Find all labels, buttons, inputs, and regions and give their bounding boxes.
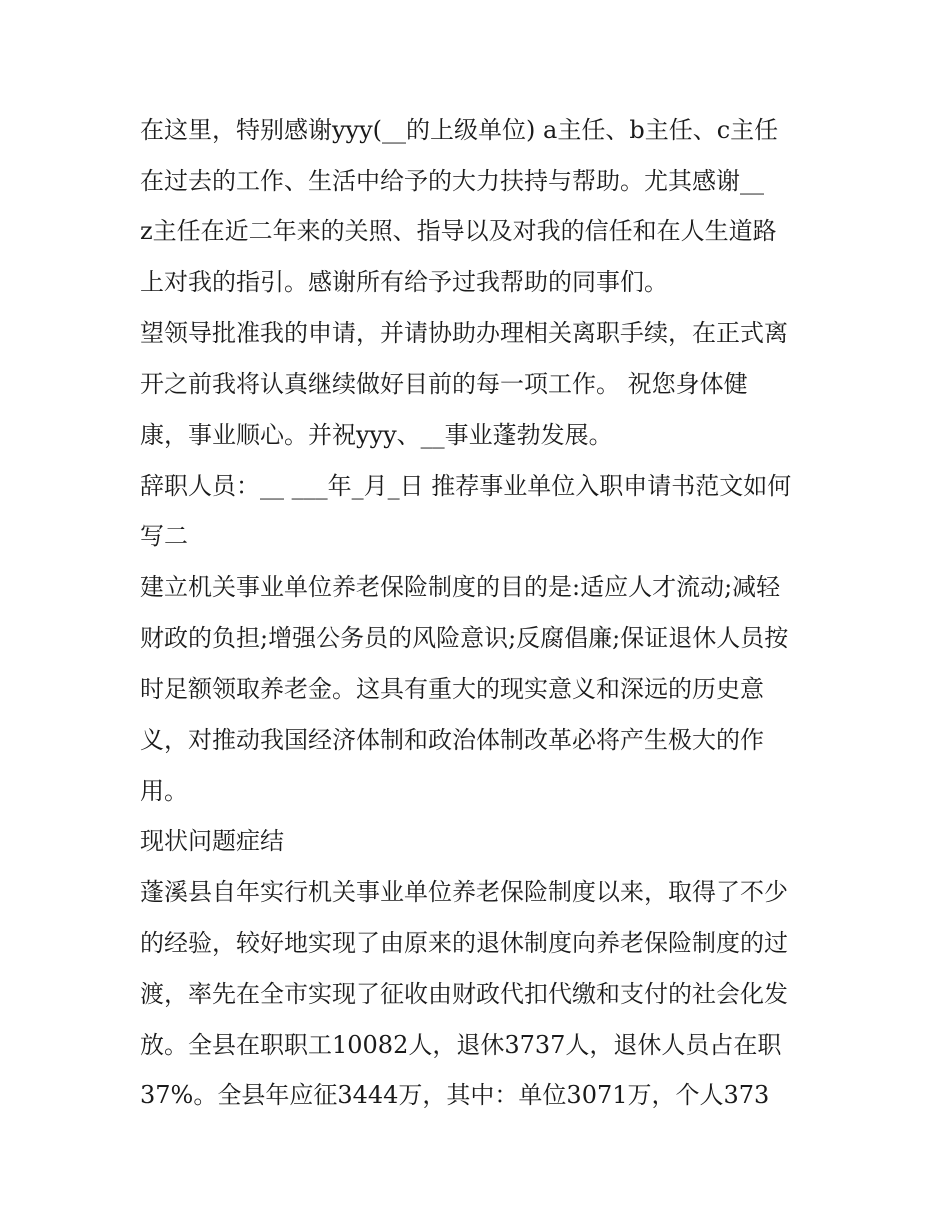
text-line: 放。全县在职职工10082人，退休3737人，退休人员占在职 [140,1031,782,1059]
text-line: 上对我的指引。感谢所有给予过我帮助的同事们。 [140,268,668,296]
text-line: 时足额领取养老金。这具有重大的现实意义和深远的历史意 [140,675,764,703]
text-line: 望领导批准我的申请，并请协助办理相关离职手续，在正式离 [140,319,788,347]
text-line: 写二 [140,522,188,550]
text-line: 义，对推动我国经济体制和政治体制改革必将产生极大的作 [140,726,764,754]
section-heading: 现状问题症结 [140,827,284,855]
text-line: 渡，率先在全市实现了征收由财政代扣代缴和支付的社会化发 [140,980,788,1008]
text-line: 的经验，较好地实现了由原来的退休制度向养老保险制度的过 [140,929,788,957]
text-line: 财政的负担;增强公务员的风险意识;反腐倡廉;保证退休人员按 [140,624,789,652]
text-line: 辞职人员：__ ___年_月_日 推荐事业单位入职申请书范文如何 [140,472,792,500]
text-line: 建立机关事业单位养老保险制度的目的是:适应人才流动;减轻 [140,573,781,601]
text-line: 在过去的工作、生活中给予的大力扶持与帮助。尤其感谢__ [140,167,764,195]
text-line: 37%。全县年应征3444万，其中：单位3071万，个人373 [140,1081,770,1109]
text-line: 在这里，特别感谢yyy(__的上级单位) a主任、b主任、c主任 [140,116,779,144]
text-line: 蓬溪县自年实行机关事业单位养老保险制度以来，取得了不少 [140,878,788,906]
text-line: 用。 [140,777,188,805]
text-line: 康，事业顺心。并祝yyy、__事业蓬勃发展。 [140,421,613,449]
text-line: z主任在近二年来的关照、指导以及对我的信任和在人生道路 [140,217,777,245]
text-line: 开之前我将认真继续做好目前的每一项工作。 祝您身体健 [140,370,748,398]
